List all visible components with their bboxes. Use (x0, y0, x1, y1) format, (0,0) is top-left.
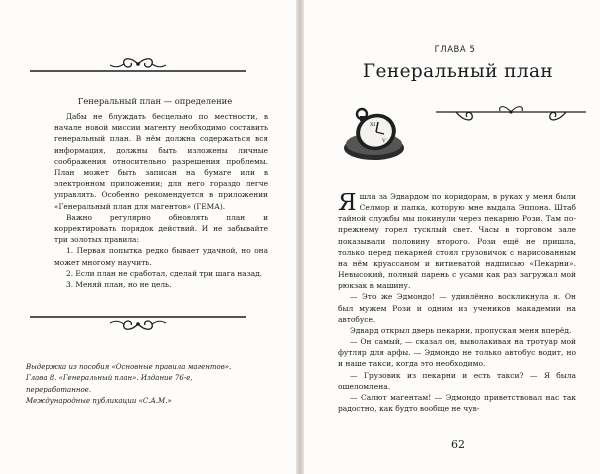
golden-rule: 1. Первая попытка редко бывает удачной, но она может многому научить. (54, 246, 268, 267)
flourish-divider-top-icon (30, 54, 246, 78)
story-paragraph: — Салют магентам! — Эдмондо приветствовал нас так радостно, как будто вообще не чув- (338, 392, 576, 413)
story-first-paragraph-text: шла за Эдвардом по коридорам, в руках у меня были Селмор и папка, которую мне выдала Эппона. Штаб тайной службы мы покинули через пекарню Рози. Там по-прежнему горел тусклый свет. Часы в торговом зале показывали половину второго. Рози ещё не пришла, только перед пекарней стоял грузовичок с нарисованным на нём круассаном и витиеватой надписью «Пекарни». Невысокий, полный парень с усами как раз загружал мой рюкзак в машину. (338, 192, 576, 291)
source-caption (26, 362, 254, 408)
golden-rule: 3. Меняй план, но не цель. (66, 280, 172, 290)
page-number: 62 (451, 438, 465, 451)
caption-line: Международные публикации «С.А.М.» (26, 397, 172, 406)
golden-rule: 2. Если план не сработал, сделай три шага назад. (66, 268, 263, 278)
caption-line: переработанное. (26, 385, 92, 394)
svg-text:V: V (382, 138, 386, 144)
sidebar-paragraph: Дабы не блуждать бесцельно по местности, в начале новой миссии магенту необходимо составить генеральный план. В нём должна содержаться вся информация, должны быть изложены личные соображения относительно разрешения проблемы. План может быть записан на бумаге или в электронном приложении; для него гораздо легче управлять. Особенно рекомендуется в приложении «Генеральный план для магентов» (ГЕМА). (54, 112, 268, 211)
caption-line: Выдержка из пособия «Основные правила магентов». (26, 363, 232, 371)
chapter-title: Генеральный план (362, 61, 554, 82)
sidebar-title: Генеральный план — определение (77, 96, 233, 106)
story-paragraph: — Это же Эдмондо! — удивлённо воскликнула я. Он был мужем Рози и одним из учеников макадемии на автобусе. (338, 292, 576, 324)
sidebar-body (54, 111, 268, 290)
pocket-watch-icon (340, 104, 410, 166)
story-paragraph: Эдвард открыл дверь пекарни, пропуская меня вперёд. (350, 325, 572, 335)
svg-text:XI: XI (370, 122, 376, 128)
book-gutter (296, 0, 304, 474)
chapter-label: ГЛАВА 5 (434, 44, 476, 54)
caption-line: Глава 8. «Генеральный план». Издание 76-е, (26, 374, 193, 383)
story-first-paragraph (338, 191, 576, 291)
flourish-divider-bottom-icon (30, 310, 246, 334)
story-paragraph: — Он самый, — сказал он, выволакивая на тротуар мой футляр для арфы. — Эдмондо не только автобус водит, но и наше такси, когда это необходимо. (338, 337, 576, 369)
sidebar-paragraph: Важно регулярно обновлять план и корректировать порядок действий. И не забывайте три золотых правила: (54, 212, 268, 245)
drop-cap: Я (338, 190, 357, 216)
flourish-divider-right-icon (436, 100, 586, 130)
story-paragraph: — Грузовик из пекарни и есть такси? — Я была ошеломлена. (338, 370, 576, 391)
story-text (338, 191, 576, 414)
